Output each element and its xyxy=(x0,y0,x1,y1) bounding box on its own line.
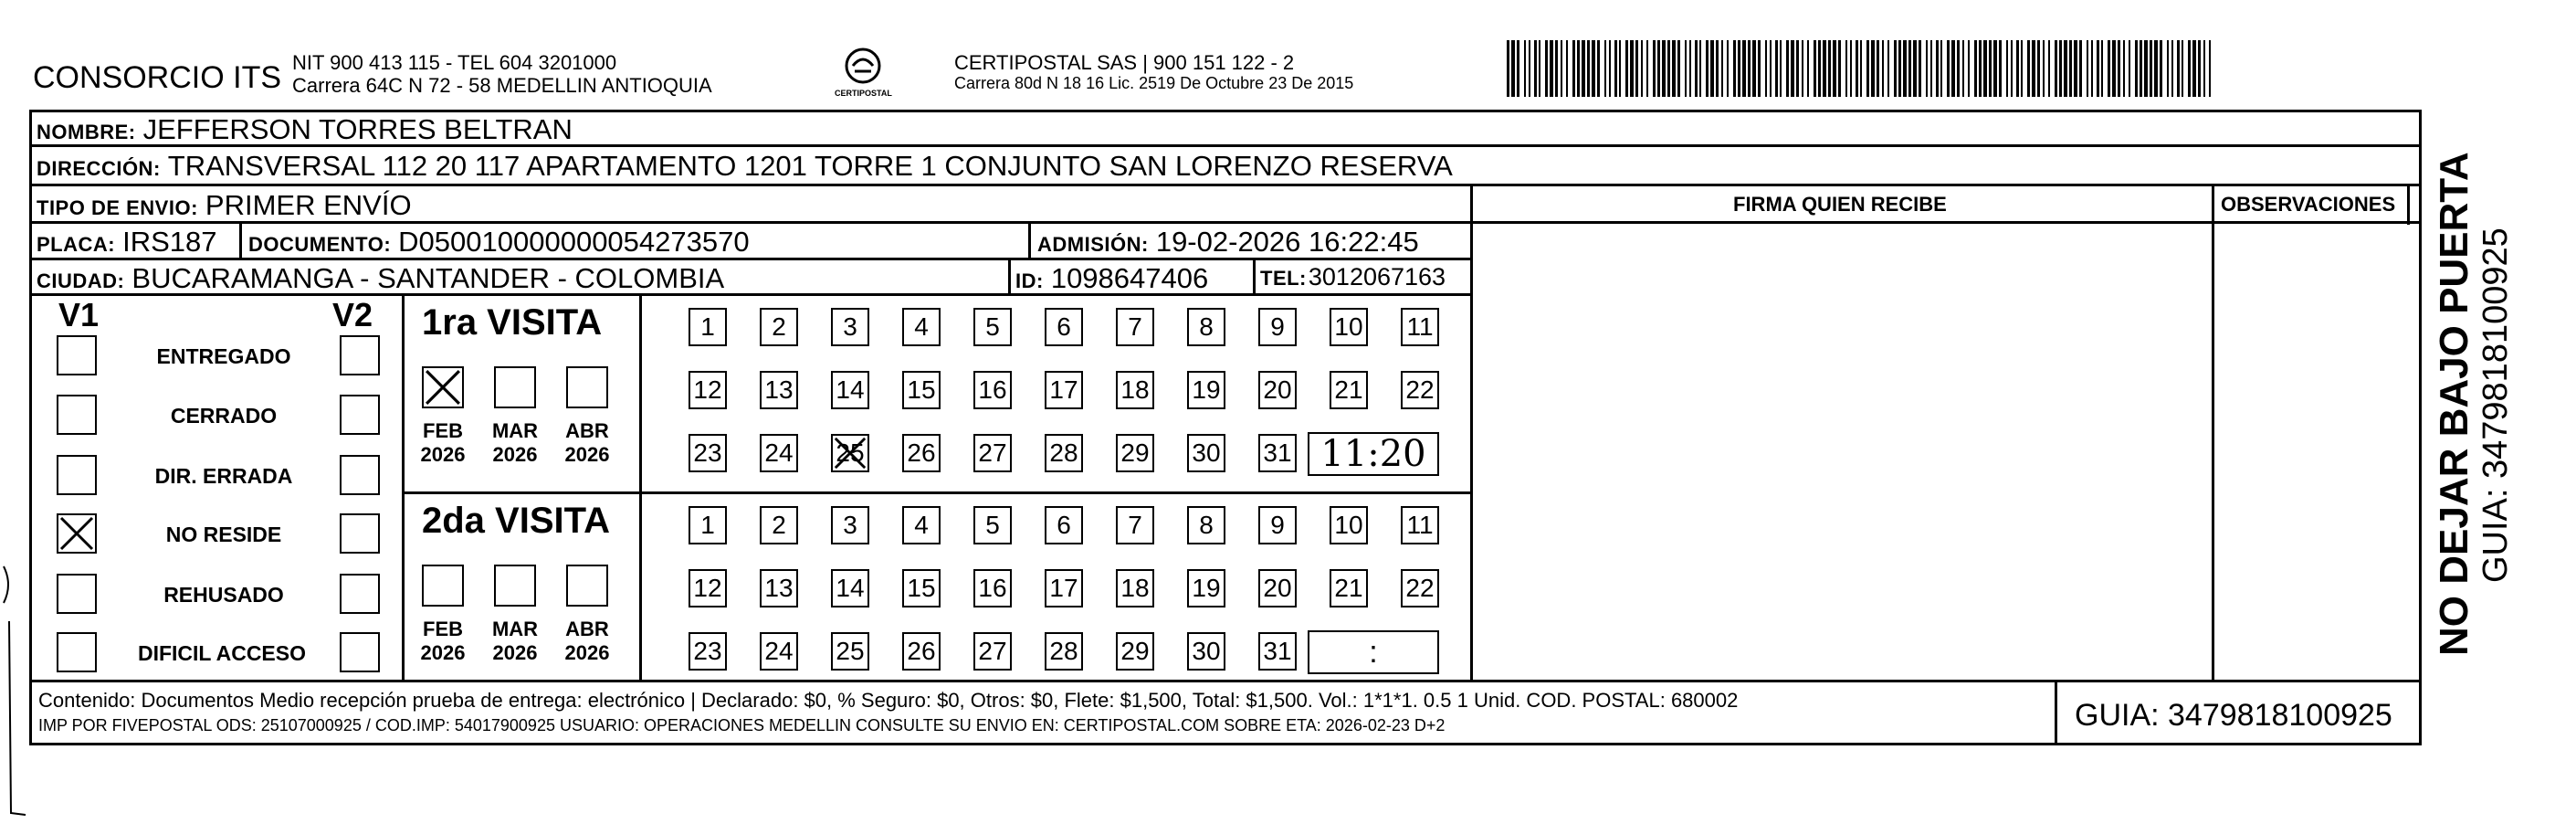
v2-checkbox[interactable] xyxy=(340,632,380,672)
recipient-address: TRANSVERSAL 112 20 117 APARTAMENTO 1201 TORRE 1 CONJUNTO SAN LORENZO RESERVA xyxy=(167,150,1453,182)
ciudad-label: CIUDAD: xyxy=(37,269,125,292)
day-number: 31 xyxy=(1263,438,1292,467)
day-box[interactable] xyxy=(760,506,798,544)
day-number: 4 xyxy=(914,511,929,539)
day-box[interactable] xyxy=(1116,506,1154,544)
day-number: 13 xyxy=(764,375,794,404)
documento-row xyxy=(248,226,750,259)
day-box[interactable] xyxy=(973,506,1012,544)
day-number: 6 xyxy=(1057,312,1071,341)
month-year: 2026 xyxy=(564,443,610,467)
check-mark-icon xyxy=(424,368,462,407)
day-number: 20 xyxy=(1263,574,1292,602)
logo-text: CERTIPOSTAL xyxy=(835,89,892,98)
month-name: MAR xyxy=(491,618,539,640)
day-number: 15 xyxy=(907,574,936,602)
day-box[interactable] xyxy=(831,308,869,346)
placa-row xyxy=(37,226,217,259)
tipo-label: TIPO DE ENVIO: xyxy=(37,196,198,219)
day-number: 12 xyxy=(693,574,722,602)
day-box[interactable] xyxy=(973,434,1012,472)
day-box[interactable] xyxy=(902,632,941,671)
day-box[interactable] xyxy=(1045,371,1083,409)
day-number: 6 xyxy=(1057,511,1071,539)
v2-checkbox[interactable] xyxy=(340,335,380,375)
day-number: 10 xyxy=(1334,511,1363,539)
company-info xyxy=(292,51,712,98)
day-box[interactable] xyxy=(1258,371,1297,409)
day-box[interactable] xyxy=(973,308,1012,346)
day-number: 19 xyxy=(1192,574,1221,602)
admision-label: ADMISIÓN: xyxy=(1037,233,1149,256)
day-number: 1 xyxy=(700,312,715,341)
divider xyxy=(2055,680,2057,745)
admision-row xyxy=(1037,226,1419,259)
day-box[interactable] xyxy=(902,434,941,472)
day-box[interactable] xyxy=(902,308,941,346)
day-box[interactable] xyxy=(1330,506,1368,544)
visit-time[interactable] xyxy=(1308,432,1439,476)
v2-checkbox[interactable] xyxy=(340,574,380,614)
day-box[interactable] xyxy=(973,632,1012,671)
day-box[interactable] xyxy=(831,506,869,544)
visit-title: 2da VISITA xyxy=(422,501,610,541)
v1-checkbox[interactable] xyxy=(57,574,97,614)
month-checkbox[interactable] xyxy=(494,366,536,408)
day-box[interactable] xyxy=(1187,569,1225,607)
day-number: 8 xyxy=(1199,511,1214,539)
day-box[interactable] xyxy=(1116,434,1154,472)
month-checkbox[interactable] xyxy=(422,366,464,408)
day-number: 30 xyxy=(1192,637,1221,665)
day-box[interactable] xyxy=(831,371,869,409)
day-number: 22 xyxy=(1405,574,1435,602)
barcode-bars xyxy=(1507,40,2214,97)
month-name: FEB xyxy=(423,618,463,640)
day-number: 19 xyxy=(1192,375,1221,404)
day-box[interactable] xyxy=(831,632,869,671)
document-value: D050010000000054273570 xyxy=(398,226,750,258)
tel-row xyxy=(1260,263,1446,291)
day-number: 9 xyxy=(1270,511,1285,539)
day-box[interactable] xyxy=(689,371,727,409)
day-number: 13 xyxy=(764,574,794,602)
day-box[interactable] xyxy=(1187,434,1225,472)
month-checkbox[interactable] xyxy=(566,565,608,607)
visit-time-value: : xyxy=(1369,634,1378,670)
status-option-label: CERRADO xyxy=(170,404,278,428)
month-checkbox[interactable] xyxy=(566,366,608,408)
month-name: MAR xyxy=(491,419,539,442)
margin-mark xyxy=(0,548,27,822)
day-number: 28 xyxy=(1049,438,1078,467)
tipo-row xyxy=(37,189,412,222)
divider xyxy=(1028,221,1031,258)
day-number: 4 xyxy=(914,312,929,341)
print-info-line: IMP POR FIVEPOSTAL ODS: 25107000925 / COD.IMP: 54017900925 USUARIO: OPERACIONES MEDELLIN CONSULTE SU ENVIO EN: CERTIPOSTAL.COM SOBRE ETA: 2026-02-23 D+2 xyxy=(38,716,1446,734)
day-number: 23 xyxy=(693,438,722,467)
day-box[interactable] xyxy=(1401,371,1439,409)
status-option-label: DIR. ERRADA xyxy=(154,464,293,488)
day-box[interactable] xyxy=(1258,632,1297,671)
month-name: ABR xyxy=(565,618,609,640)
day-number: 3 xyxy=(843,511,857,539)
day-box[interactable] xyxy=(1187,506,1225,544)
day-box[interactable] xyxy=(760,632,798,671)
day-box[interactable] xyxy=(1045,632,1083,671)
ciudad-row xyxy=(37,262,724,295)
direccion-label: DIRECCIÓN: xyxy=(37,157,161,180)
day-box[interactable] xyxy=(1116,308,1154,346)
day-number: 12 xyxy=(693,375,722,404)
barcode-bar xyxy=(2209,40,2211,97)
divider xyxy=(402,491,1472,494)
certipostal-info xyxy=(954,51,1353,93)
day-number: 18 xyxy=(1120,375,1150,404)
day-number: 10 xyxy=(1334,312,1363,341)
day-number: 16 xyxy=(978,574,1007,602)
day-box[interactable] xyxy=(1330,371,1368,409)
divider xyxy=(239,221,242,258)
v1-checkbox[interactable] xyxy=(57,632,97,672)
nombre-row xyxy=(37,113,573,146)
day-number: 31 xyxy=(1263,637,1292,665)
id-row xyxy=(1015,262,1208,295)
nit-line: NIT 900 413 115 - TEL 604 3201000 xyxy=(292,51,617,74)
observaciones-header: OBSERVACIONES xyxy=(2221,193,2396,216)
day-box[interactable] xyxy=(689,434,727,472)
day-number: 27 xyxy=(978,637,1007,665)
day-box[interactable] xyxy=(1401,308,1439,346)
day-number: 17 xyxy=(1049,574,1078,602)
day-box[interactable] xyxy=(1258,308,1297,346)
day-box[interactable] xyxy=(1330,569,1368,607)
day-box[interactable] xyxy=(689,632,727,671)
direccion-row xyxy=(37,150,1453,183)
day-number: 21 xyxy=(1334,574,1363,602)
day-number: 8 xyxy=(1199,312,1214,341)
day-box[interactable] xyxy=(831,569,869,607)
check-mark-icon xyxy=(833,436,867,470)
month-label xyxy=(483,419,547,468)
day-box[interactable] xyxy=(1045,308,1083,346)
day-box[interactable] xyxy=(1116,569,1154,607)
v1-checkbox[interactable] xyxy=(57,335,97,375)
day-box[interactable] xyxy=(1258,506,1297,544)
month-year: 2026 xyxy=(420,443,466,467)
day-number: 14 xyxy=(836,574,865,602)
month-year: 2026 xyxy=(564,641,610,665)
day-box[interactable] xyxy=(1330,308,1368,346)
day-box[interactable] xyxy=(973,569,1012,607)
day-number: 26 xyxy=(907,637,936,665)
divider xyxy=(1470,184,1473,681)
divider xyxy=(402,293,405,681)
day-number: 27 xyxy=(978,438,1007,467)
firma-header: FIRMA QUIEN RECIBE xyxy=(1733,193,1947,216)
day-box[interactable] xyxy=(1116,371,1154,409)
status-option-label: DIFICIL ACCESO xyxy=(137,641,306,665)
v2-checkbox[interactable] xyxy=(340,455,380,495)
day-box[interactable] xyxy=(689,308,727,346)
city-value: BUCARAMANGA - SANTANDER - COLOMBIA xyxy=(131,262,725,294)
status-option-label: REHUSADO xyxy=(163,583,284,607)
day-box[interactable] xyxy=(902,569,941,607)
company-name: CONSORCIO ITS xyxy=(33,60,282,95)
month-label xyxy=(555,419,619,468)
day-box[interactable] xyxy=(1401,569,1439,607)
day-box[interactable] xyxy=(1045,506,1083,544)
certipostal-logo xyxy=(831,44,895,104)
month-year: 2026 xyxy=(492,641,538,665)
day-number: 18 xyxy=(1120,574,1150,602)
visit-time[interactable] xyxy=(1308,630,1439,674)
tel-label: TEL: xyxy=(1260,267,1307,290)
contents-line: Contenido: Documentos Medio recepción prueba de entrega: electrónico | Declarado: $0, % Seguro: $0, Otros: $0, Flete: $1,500, Total: $1,500. Vol.: 1*1*1. 0.5 1 Unid. COD. POSTAL: 680002 xyxy=(38,689,1739,712)
divider xyxy=(1008,258,1011,294)
day-box[interactable] xyxy=(1187,308,1225,346)
day-number: 29 xyxy=(1120,637,1150,665)
tel-value: 3012067163 xyxy=(1308,263,1446,291)
month-label xyxy=(411,618,475,666)
check-mark-icon xyxy=(58,515,95,552)
day-number: 26 xyxy=(907,438,936,467)
day-number: 1 xyxy=(700,511,715,539)
day-number: 25 xyxy=(836,438,865,467)
admission-value: 19-02-2026 16:22:45 xyxy=(1155,226,1419,258)
license-line: Carrera 80d N 18 16 Lic. 2519 De Octubre 23 De 2015 xyxy=(954,74,1354,93)
day-box[interactable] xyxy=(1258,569,1297,607)
day-number: 5 xyxy=(985,511,1000,539)
divider xyxy=(1253,258,1256,294)
v2-header: V2 xyxy=(332,296,373,333)
day-box[interactable] xyxy=(831,434,869,472)
month-year: 2026 xyxy=(420,641,466,665)
day-box[interactable] xyxy=(760,308,798,346)
month-name: ABR xyxy=(565,419,609,442)
day-box[interactable] xyxy=(1258,434,1297,472)
day-number: 24 xyxy=(764,438,794,467)
visit-time-value: 11:20 xyxy=(1320,433,1426,475)
visit-title: 1ra VISITA xyxy=(422,302,603,343)
day-box[interactable] xyxy=(689,506,727,544)
v1-checkbox[interactable] xyxy=(57,395,97,435)
status-option-label: ENTREGADO xyxy=(156,344,291,368)
day-box[interactable] xyxy=(1187,632,1225,671)
day-number: 9 xyxy=(1270,312,1285,341)
day-box[interactable] xyxy=(760,569,798,607)
barcode xyxy=(1507,40,2214,97)
month-label xyxy=(483,618,547,666)
month-name: FEB xyxy=(423,419,463,442)
divider xyxy=(2212,184,2214,681)
day-number: 29 xyxy=(1120,438,1150,467)
day-number: 3 xyxy=(843,312,857,341)
day-number: 25 xyxy=(836,637,865,665)
divider xyxy=(29,184,2422,186)
placa-label: PLACA: xyxy=(37,233,116,256)
day-number: 15 xyxy=(907,375,936,404)
day-number: 22 xyxy=(1405,375,1435,404)
divider xyxy=(29,680,2422,682)
day-number: 11 xyxy=(1406,312,1434,341)
status-option-label: NO RESIDE xyxy=(165,523,282,546)
shipment-type: PRIMER ENVÍO xyxy=(205,189,412,221)
v2-checkbox[interactable] xyxy=(340,513,380,554)
day-number: 20 xyxy=(1263,375,1292,404)
month-label xyxy=(555,618,619,666)
id-value: 1098647406 xyxy=(1050,262,1209,294)
month-year: 2026 xyxy=(492,443,538,467)
id-label: ID: xyxy=(1015,269,1044,292)
month-label xyxy=(411,419,475,468)
day-number: 14 xyxy=(836,375,865,404)
day-box[interactable] xyxy=(902,371,941,409)
day-number: 7 xyxy=(1128,312,1142,341)
day-number: 16 xyxy=(978,375,1007,404)
nombre-label: NOMBRE: xyxy=(37,121,136,143)
v2-checkbox[interactable] xyxy=(340,395,380,435)
v1-checkbox[interactable] xyxy=(57,455,97,495)
day-number: 28 xyxy=(1049,637,1078,665)
day-box[interactable] xyxy=(902,506,941,544)
day-number: 17 xyxy=(1049,375,1078,404)
month-checkbox[interactable] xyxy=(422,565,464,607)
day-number: 24 xyxy=(764,637,794,665)
no-dejar-warning: NO DEJAR BAJO PUERTA xyxy=(2432,152,2476,656)
company-address: Carrera 64C N 72 - 58 MEDELLIN ANTIOQUIA xyxy=(292,74,712,98)
divider xyxy=(639,293,642,681)
day-number: 21 xyxy=(1334,375,1363,404)
day-box[interactable] xyxy=(1187,371,1225,409)
documento-label: DOCUMENTO: xyxy=(248,233,392,256)
day-box[interactable] xyxy=(1045,569,1083,607)
day-number: 5 xyxy=(985,312,1000,341)
day-box[interactable] xyxy=(973,371,1012,409)
day-number: 23 xyxy=(693,637,722,665)
day-number: 7 xyxy=(1128,511,1142,539)
divider xyxy=(2407,184,2410,225)
day-box[interactable] xyxy=(689,569,727,607)
day-number: 2 xyxy=(772,511,786,539)
guide-number: GUIA: 3479818100925 xyxy=(2075,698,2392,733)
v1-header: V1 xyxy=(58,296,100,333)
plate-value: IRS187 xyxy=(122,226,217,258)
day-box[interactable] xyxy=(1116,632,1154,671)
day-number: 11 xyxy=(1406,511,1434,539)
day-box[interactable] xyxy=(1045,434,1083,472)
v1-checkbox[interactable] xyxy=(57,513,97,554)
month-checkbox[interactable] xyxy=(494,565,536,607)
day-number: 30 xyxy=(1192,438,1221,467)
side-guide-number: GUIA: 3479818100925 xyxy=(2476,227,2515,583)
day-box[interactable] xyxy=(760,434,798,472)
certipostal-line: CERTIPOSTAL SAS | 900 151 122 - 2 xyxy=(954,51,1295,74)
recipient-name: JEFFERSON TORRES BELTRAN xyxy=(142,113,573,145)
day-number: 2 xyxy=(772,312,786,341)
day-box[interactable] xyxy=(760,371,798,409)
day-box[interactable] xyxy=(1401,506,1439,544)
